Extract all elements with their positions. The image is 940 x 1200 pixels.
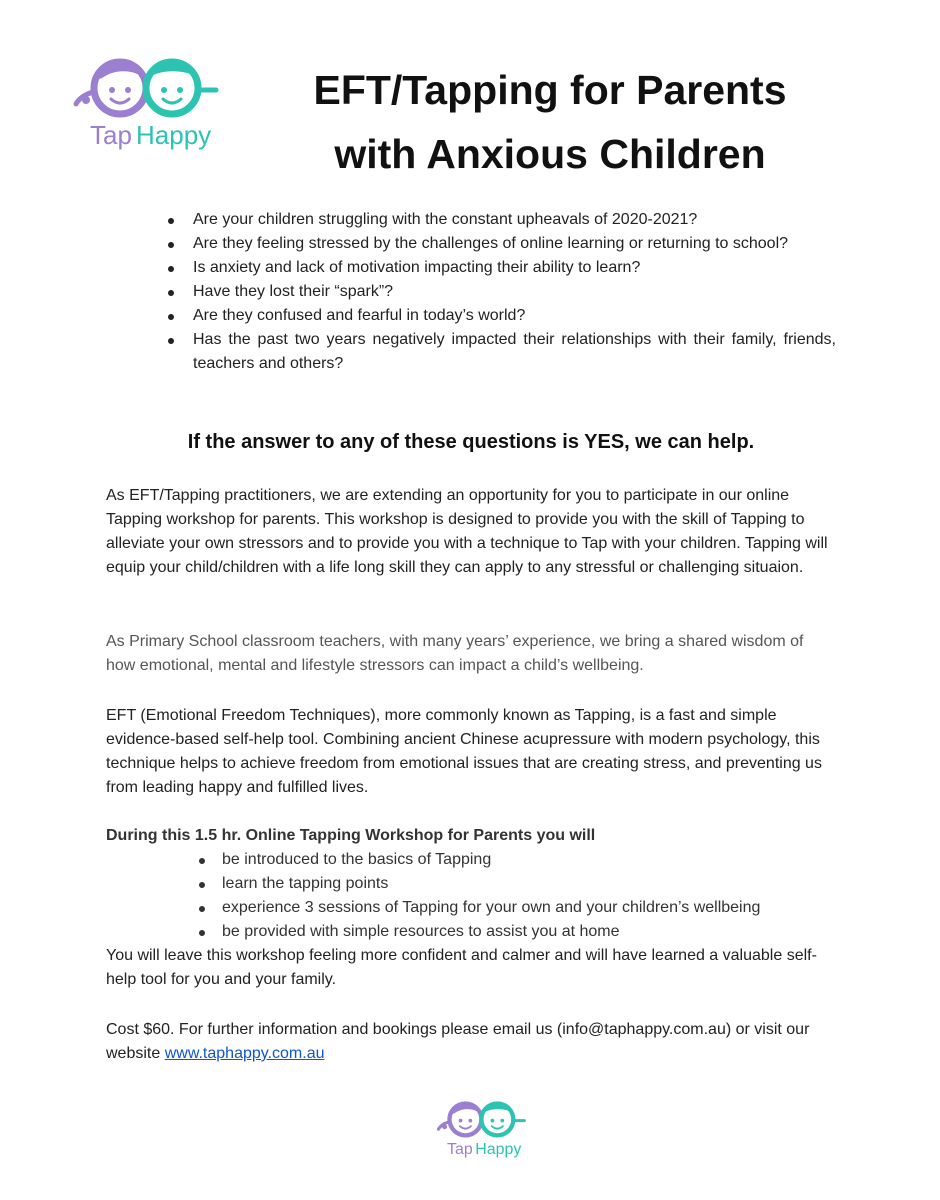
- contact-paragraph: [106, 1018, 836, 1066]
- workshop-heading: During this 1.5 hr. Online Tapping Workshop for Parents you will: [106, 827, 596, 844]
- list-item: Are they feeling stressed by the challenges of online learning or returning to school?: [106, 232, 836, 256]
- svg-text:Tap: Tap: [447, 1140, 473, 1158]
- contact-text: Cost $60. For further information and bookings please email us (info@taphappy.com.au) or visit our website: [106, 1021, 810, 1062]
- bullet-icon: [199, 930, 205, 936]
- tap-happy-logo-footer: [436, 1092, 528, 1164]
- website-link[interactable]: www.taphappy.com.au: [164, 1045, 325, 1062]
- teachers-paragraph: As Primary School classroom teachers, with many years’ experience, we bring a shared wisdom of how emotional, mental and lifestyle stressors can impact a child’s wellbeing.: [106, 633, 804, 674]
- list-item: Are they confused and fearful in today’s world?: [106, 304, 836, 328]
- bullet-icon: [199, 858, 205, 864]
- list-item: Are your children struggling with the constant upheavals of 2020-2021?: [106, 208, 836, 232]
- intro-paragraph: As EFT/Tapping practitioners, we are extending an opportunity for you to participate in our online Tapping workshop for parents. This workshop is designed to provide you with the skill of Tapping to alleviate your own stressors and to provide you with a technique to Tap with your children. Tapping will equip your child/children with a life long skill they can apply to any stressful or challenging situaion.: [106, 487, 828, 576]
- title-line-2: with Anxious Children: [334, 131, 766, 177]
- workshop-list: [106, 848, 836, 944]
- svg-text:Happy: Happy: [136, 120, 212, 150]
- list-item: Is anxiety and lack of motivation impacting their ability to learn?: [106, 256, 836, 280]
- bullet-icon: [168, 338, 174, 344]
- bullet-icon: [168, 290, 174, 296]
- svg-text:Happy: Happy: [475, 1140, 522, 1158]
- list-item: Has the past two years negatively impacted their relationships with their family, friends, teachers and others?: [106, 328, 836, 376]
- outcome-paragraph: You will leave this workshop feeling more confident and calmer and will have learned a valuable self-help tool for you and your family.: [106, 947, 817, 988]
- page-title: [240, 58, 860, 186]
- bullet-icon: [168, 314, 174, 320]
- list-item: experience 3 sessions of Tapping for your own and your children’s wellbeing: [106, 896, 836, 920]
- bullet-icon: [168, 242, 174, 248]
- list-item: learn the tapping points: [106, 872, 836, 896]
- bullet-icon: [168, 218, 174, 224]
- bullet-icon: [199, 882, 205, 888]
- svg-text:Tap: Tap: [90, 120, 132, 150]
- eft-paragraph: EFT (Emotional Freedom Techniques), more commonly known as Tapping, is a fast and simple evidence-based self-help tool. Combining ancient Chinese acupressure with modern psychology, this technique helps to achieve freedom from emotional issues that are creating stress, and preventing us from leading happy and fulfilled lives.: [106, 707, 822, 796]
- bullet-icon: [168, 266, 174, 272]
- list-item: be introduced to the basics of Tapping: [106, 848, 836, 872]
- bullet-icon: [199, 906, 205, 912]
- list-item: Have they lost their “spark”?: [106, 280, 836, 304]
- tap-happy-logo: [72, 44, 222, 160]
- title-line-1: EFT/Tapping for Parents: [313, 67, 787, 113]
- headline: If the answer to any of these questions is YES, we can help.: [187, 431, 755, 453]
- question-list: [106, 208, 836, 376]
- list-item: be provided with simple resources to assist you at home: [106, 920, 836, 944]
